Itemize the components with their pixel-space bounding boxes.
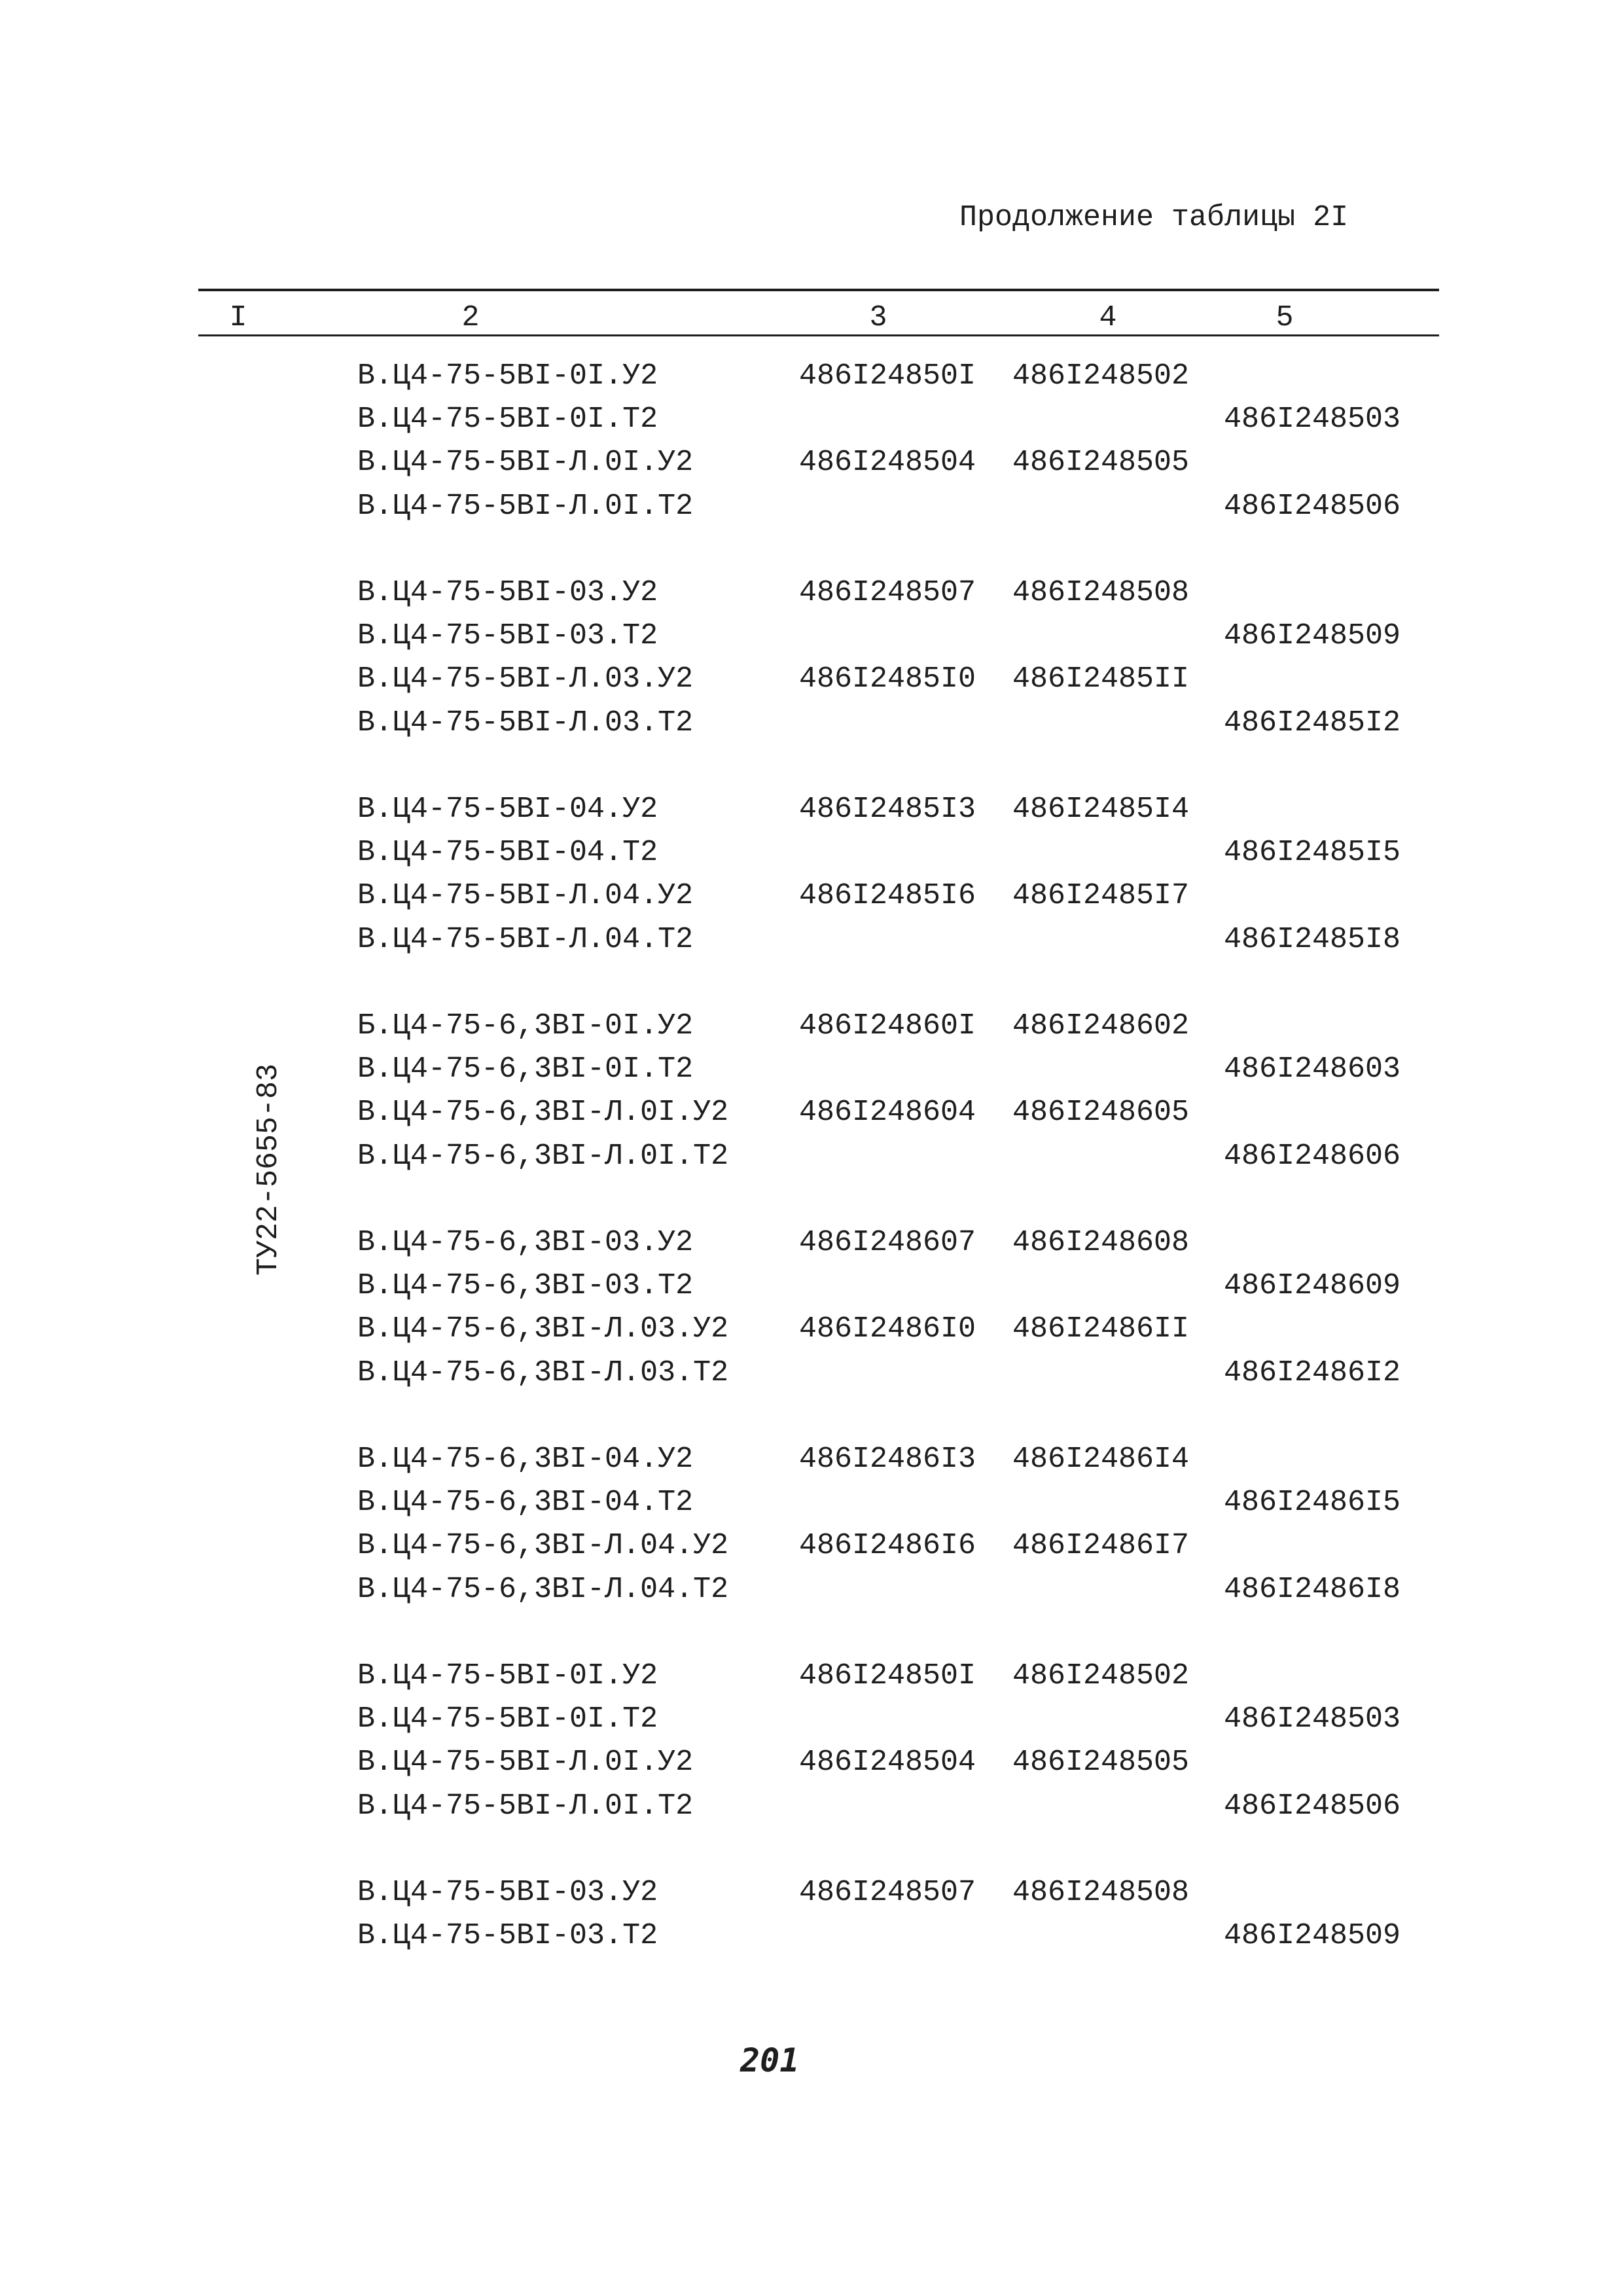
- code-cell-col3: 486I248604: [799, 1096, 976, 1130]
- code-cell-col4: 486I248608: [1012, 1226, 1190, 1259]
- table-row: [0, 1914, 1623, 1958]
- table-row: [0, 571, 1623, 615]
- table-row: [0, 1438, 1623, 1481]
- column-header-1: I: [229, 301, 247, 334]
- table-row: [0, 1785, 1623, 1828]
- designation-cell: В.Ц4-75-5ВI-03.Т2: [357, 619, 658, 653]
- code-cell-col4: 486I248505: [1012, 1746, 1190, 1780]
- row-group: [0, 1871, 1623, 2088]
- designation-cell: В.Ц4-75-5ВI-0I.Т2: [357, 403, 658, 437]
- table-row: [0, 485, 1623, 528]
- page-number: 201: [740, 2041, 800, 2079]
- table-row: [0, 874, 1623, 918]
- code-cell-col3: 486I248507: [799, 1876, 976, 1909]
- table-row: [0, 1655, 1623, 1698]
- designation-cell: В.Ц4-75-6,3ВI-04.Т2: [357, 1486, 694, 1520]
- designation-cell: В.Ц4-75-6,3ВI-Л.03.Т2: [357, 1355, 729, 1390]
- designation-cell: В.Ц4-75-6,3ВI-Л.04.Т2: [357, 1572, 729, 1606]
- table-continuation-title: Продолжение таблицы 2I: [959, 201, 1349, 234]
- table-row: [0, 788, 1623, 831]
- row-group: [0, 355, 1623, 571]
- code-cell-col5: 486I248503: [1224, 403, 1401, 437]
- row-group: [0, 1005, 1623, 1221]
- code-cell-col4: 486I2486II: [1012, 1312, 1190, 1346]
- designation-cell: В.Ц4-75-5ВI-Л.0I.Т2: [357, 1789, 694, 1823]
- designation-cell: В.Ц4-75-6,3ВI-03.У2: [357, 1226, 694, 1259]
- code-cell-col5: 486I2485I5: [1224, 836, 1401, 870]
- designation-cell: В.Ц4-75-5ВI-Л.04.У2: [357, 879, 694, 913]
- code-cell-col4: 486I248502: [1012, 359, 1190, 393]
- code-cell-col5: 486I248503: [1224, 1702, 1401, 1736]
- table-row: [0, 441, 1623, 484]
- column-header-4: 4: [1099, 301, 1117, 334]
- designation-cell: В.Ц4-75-6,3ВI-Л.04.У2: [357, 1529, 729, 1563]
- table-row: [0, 1871, 1623, 1914]
- row-group: [0, 788, 1623, 1005]
- designation-cell: В.Ц4-75-6,3ВI-04.У2: [357, 1443, 694, 1476]
- designation-cell: В.Ц4-75-5ВI-03.Т2: [357, 1919, 658, 1953]
- code-cell-col5: 486I248609: [1224, 1269, 1401, 1303]
- table-row: [0, 1091, 1623, 1134]
- designation-cell: В.Ц4-75-5ВI-0I.У2: [357, 1659, 658, 1693]
- code-cell-col5: 486I2486I2: [1224, 1355, 1401, 1390]
- code-cell-col3: 486I2486I3: [799, 1443, 976, 1476]
- code-cell-col4: 486I248602: [1012, 1009, 1190, 1043]
- table-row: [0, 1698, 1623, 1741]
- code-cell-col3: 486I248504: [799, 1746, 976, 1780]
- table-row: [0, 1308, 1623, 1351]
- code-cell-col5: 486I248506: [1224, 1789, 1401, 1823]
- row-group: [0, 1438, 1623, 1655]
- table-top-rule: [198, 289, 1439, 291]
- code-cell-col3: 486I2485I3: [799, 793, 976, 826]
- code-cell-col4: 486I2486I7: [1012, 1529, 1190, 1563]
- code-cell-col3: 486I24850I: [799, 359, 976, 393]
- table-row: [0, 1524, 1623, 1568]
- table-row: [0, 1568, 1623, 1611]
- table-row: [0, 658, 1623, 701]
- code-cell-col4: 486I2485I7: [1012, 879, 1190, 913]
- code-cell-col4: 486I2485II: [1012, 662, 1190, 696]
- code-cell-col5: 486I248606: [1224, 1139, 1401, 1173]
- table-row: [0, 1741, 1623, 1784]
- code-cell-col3: 486I24850I: [799, 1659, 976, 1693]
- designation-cell: В.Ц4-75-5ВI-03.У2: [357, 1876, 658, 1909]
- code-cell-col5: 486I2486I8: [1224, 1572, 1401, 1606]
- table-row: [0, 1481, 1623, 1524]
- table-header-rule: [198, 334, 1439, 336]
- row-group: [0, 571, 1623, 788]
- designation-cell: Б.Ц4-75-6,3ВI-0I.У2: [357, 1009, 694, 1043]
- designation-cell: В.Ц4-75-6,3ВI-Л.0I.Т2: [357, 1139, 729, 1173]
- code-cell-col5: 486I248509: [1224, 619, 1401, 653]
- table-row: [0, 1135, 1623, 1178]
- designation-cell: В.Ц4-75-5ВI-04.У2: [357, 793, 658, 826]
- table-row: [0, 1005, 1623, 1048]
- designation-cell: В.Ц4-75-5ВI-03.У2: [357, 576, 658, 609]
- designation-cell: В.Ц4-75-5ВI-0I.Т2: [357, 1702, 658, 1736]
- code-cell-col3: 486I248607: [799, 1226, 976, 1259]
- designation-cell: В.Ц4-75-6,3ВI-0I.Т2: [357, 1052, 694, 1086]
- table-row: [0, 1265, 1623, 1308]
- designation-cell: В.Ц4-75-5ВI-0I.У2: [357, 359, 658, 393]
- table-body: [0, 355, 1623, 2088]
- column-header-2: 2: [461, 301, 480, 334]
- code-cell-col4: 486I2485I4: [1012, 793, 1190, 826]
- designation-cell: В.Ц4-75-5ВI-Л.0I.У2: [357, 446, 694, 480]
- row-group: [0, 1655, 1623, 1871]
- code-cell-col3: 486I24860I: [799, 1009, 976, 1043]
- table-row: [0, 702, 1623, 745]
- designation-cell: В.Ц4-75-5ВI-Л.0I.Т2: [357, 489, 694, 523]
- code-cell-col3: 486I2485I6: [799, 879, 976, 913]
- document-code-label: ТУ22-5655-83: [252, 1063, 285, 1276]
- table-row: [0, 1048, 1623, 1091]
- code-cell-col4: 486I248502: [1012, 1659, 1190, 1693]
- table-row: [0, 831, 1623, 874]
- code-cell-col4: 486I248508: [1012, 1876, 1190, 1909]
- table-row: [0, 918, 1623, 961]
- designation-cell: В.Ц4-75-6,3ВI-Л.03.У2: [357, 1312, 729, 1346]
- designation-cell: В.Ц4-75-5ВI-Л.03.Т2: [357, 706, 694, 740]
- code-cell-col5: 486I248603: [1224, 1052, 1401, 1086]
- designation-cell: В.Ц4-75-5ВI-Л.04.Т2: [357, 922, 694, 956]
- code-cell-col3: 486I248507: [799, 576, 976, 609]
- table-row: [0, 355, 1623, 398]
- code-cell-col4: 486I2486I4: [1012, 1443, 1190, 1476]
- designation-cell: В.Ц4-75-5ВI-Л.0I.У2: [357, 1746, 694, 1780]
- code-cell-col5: 486I2486I5: [1224, 1486, 1401, 1520]
- designation-cell: В.Ц4-75-5ВI-Л.03.У2: [357, 662, 694, 696]
- code-cell-col5: 486I2485I8: [1224, 922, 1401, 956]
- table-row: [0, 1352, 1623, 1395]
- code-cell-col4: 486I248508: [1012, 576, 1190, 609]
- code-cell-col4: 486I248505: [1012, 446, 1190, 480]
- code-cell-col5: 486I248506: [1224, 489, 1401, 523]
- row-group: [0, 1221, 1623, 1438]
- table-row: [0, 1221, 1623, 1265]
- code-cell-col5: 486I248509: [1224, 1919, 1401, 1953]
- designation-cell: В.Ц4-75-6,3ВI-Л.0I.У2: [357, 1096, 729, 1130]
- column-header-3: 3: [869, 301, 887, 334]
- code-cell-col5: 486I2485I2: [1224, 706, 1401, 740]
- designation-cell: В.Ц4-75-5ВI-04.Т2: [357, 836, 658, 870]
- designation-cell: В.Ц4-75-6,3ВI-03.Т2: [357, 1269, 694, 1303]
- code-cell-col3: 486I2485I0: [799, 662, 976, 696]
- table-row: [0, 615, 1623, 658]
- code-cell-col4: 486I248605: [1012, 1096, 1190, 1130]
- column-header-5: 5: [1275, 301, 1294, 334]
- code-cell-col3: 486I2486I0: [799, 1312, 976, 1346]
- code-cell-col3: 486I248504: [799, 446, 976, 480]
- code-cell-col3: 486I2486I6: [799, 1529, 976, 1563]
- table-row: [0, 398, 1623, 441]
